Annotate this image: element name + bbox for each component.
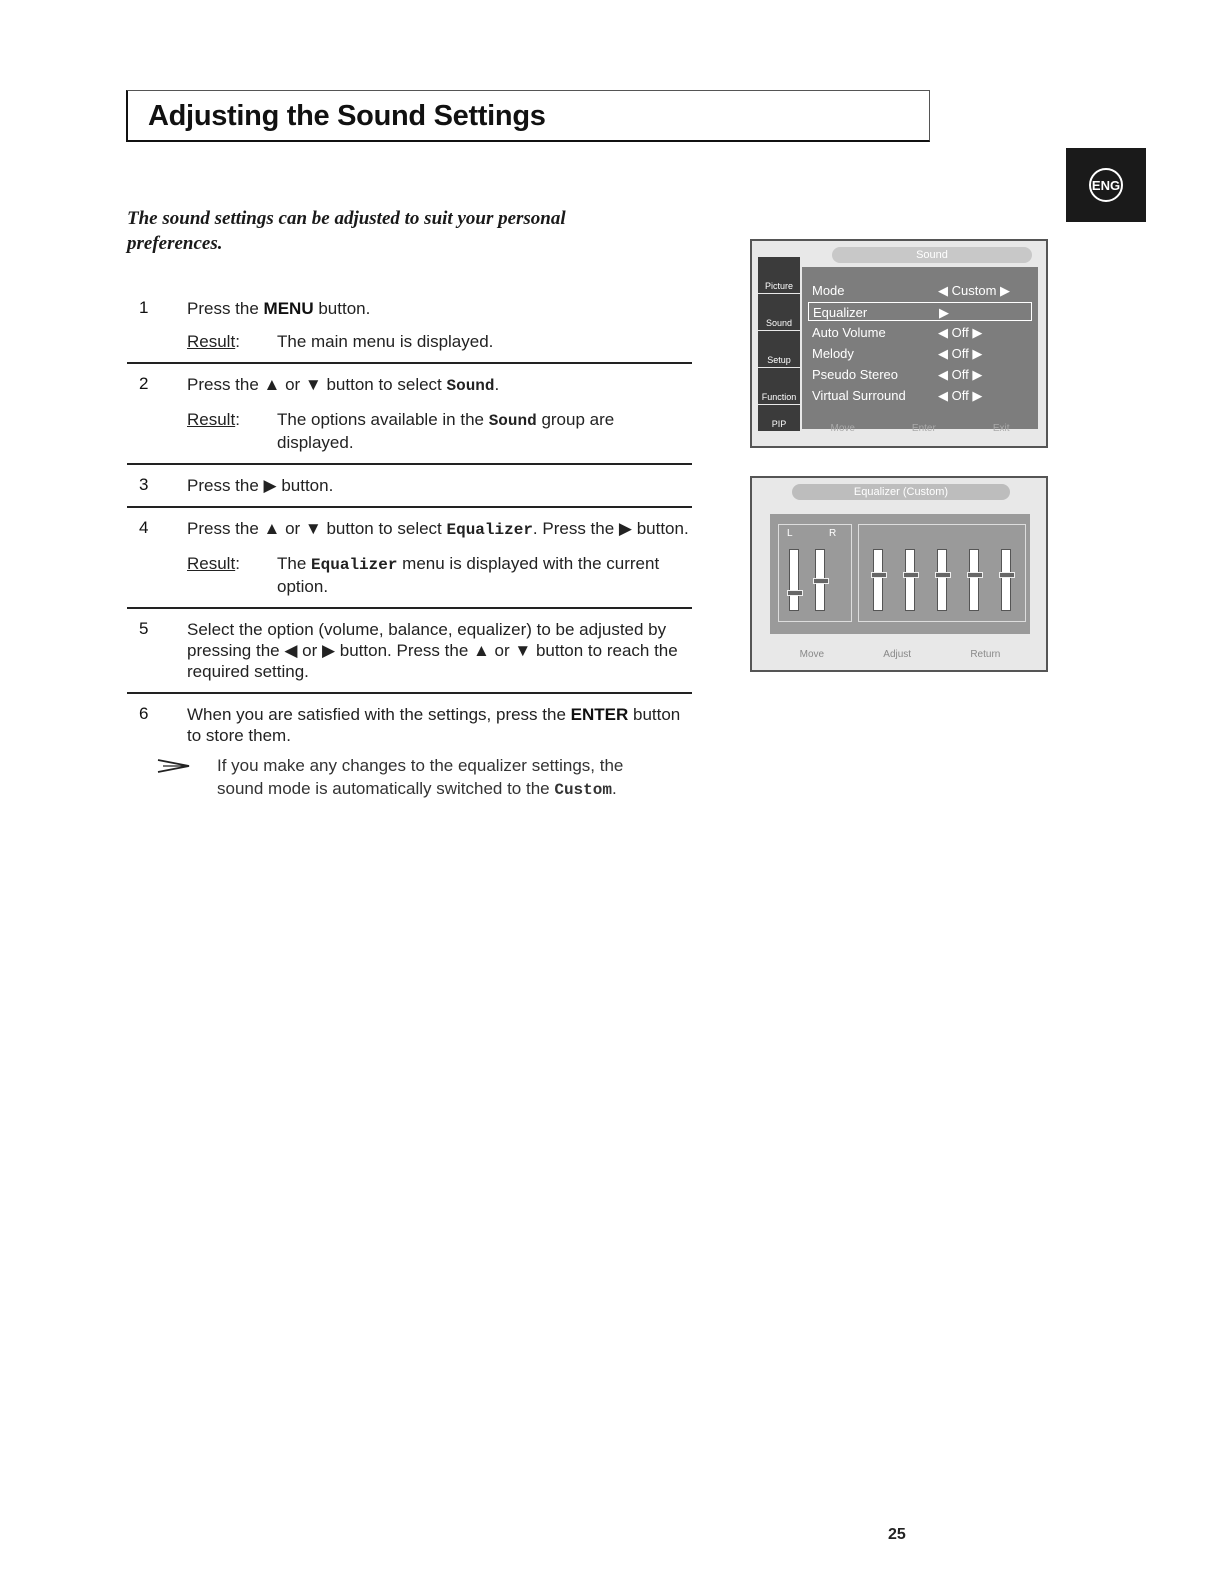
eq-slider-knob	[967, 572, 983, 578]
step-1	[127, 294, 692, 364]
steps-list	[127, 294, 692, 756]
step-result: Result: The main menu is displayed.	[187, 332, 494, 351]
step-6	[127, 694, 692, 756]
osd-panel	[802, 267, 1038, 429]
step-number: 2	[139, 374, 149, 393]
osd-footer-item: Exit	[992, 422, 1010, 434]
eq-label: L	[787, 528, 793, 539]
osd-row: Auto Volume ◀ Off ▶	[812, 325, 983, 340]
osd-side-item: PIP	[758, 405, 800, 431]
osd-row: Melody ◀ Off ▶	[812, 346, 983, 361]
eq-title: Equalizer (Custom)	[792, 484, 1010, 500]
page-number: 25	[888, 1526, 906, 1543]
note-arrow-icon	[157, 758, 191, 774]
eq-label: R	[829, 528, 837, 539]
eq-footer	[770, 646, 1030, 662]
eq-band-group	[858, 524, 1026, 622]
step-number: 5	[139, 619, 149, 638]
eq-slider	[1001, 549, 1011, 611]
step-4	[127, 508, 692, 609]
osd-side-item: Picture	[758, 257, 800, 293]
step-text: Press the ▲ or ▼ button to select Equalizer. Press the ▶ button.	[187, 519, 689, 539]
osd-row-selected: Equalizer ▶	[808, 302, 1032, 321]
eq-slider-knob	[903, 572, 919, 578]
eq-slider-knob	[813, 578, 829, 584]
language-tab	[1066, 148, 1146, 222]
note-text: If you make any changes to the equalizer settings, the sound mode is automatically switched to the Custom.	[217, 756, 624, 799]
step-text: Press the ▶ button.	[187, 476, 334, 495]
osd-side-item: Setup	[758, 331, 800, 367]
eq-footer-item: Move	[799, 648, 825, 660]
equalizer-screenshot	[750, 476, 1048, 672]
step-result: Result: The options available in the Sound group are displayed.	[187, 410, 615, 452]
eq-panel	[770, 514, 1030, 634]
intro-text: The sound settings can be adjusted to suit your personal preferences.	[127, 208, 566, 254]
step-number: 3	[139, 475, 149, 494]
osd-row: Virtual Surround ◀ Off ▶	[812, 388, 983, 403]
eq-slider	[937, 549, 947, 611]
eq-footer-item: Return	[970, 648, 1001, 660]
osd-row: Mode ◀ Custom ▶	[812, 283, 1011, 298]
osd-footer-item: Move	[830, 422, 855, 434]
language-badge: ENG	[1089, 168, 1123, 202]
osd-title: Sound	[832, 247, 1032, 263]
step-text: When you are satisfied with the settings, press the ENTER button to store them.	[187, 705, 681, 745]
osd-row: Pseudo Stereo ◀ Off ▶	[812, 367, 983, 382]
step-number: 6	[139, 704, 149, 723]
eq-balance-group	[778, 524, 852, 622]
step-2	[127, 364, 692, 465]
eq-slider	[815, 549, 825, 611]
step-result: Result: The Equalizer menu is displayed with the current option.	[187, 554, 660, 596]
page-title: Adjusting the Sound Settings	[148, 100, 546, 132]
eq-slider	[905, 549, 915, 611]
osd-footer-item: Enter	[911, 422, 936, 434]
step-number: 1	[139, 298, 149, 317]
step-text: Select the option (volume, balance, equalizer) to be adjusted by pressing the ◀ or ▶ button. Press the ▲ or ▼ button to reach the required setting.	[187, 620, 678, 681]
step-3	[127, 465, 692, 508]
eq-slider-knob	[787, 590, 803, 596]
eq-slider	[789, 549, 799, 611]
step-number: 4	[139, 518, 149, 537]
eq-slider	[969, 549, 979, 611]
eq-slider-knob	[935, 572, 951, 578]
note	[157, 754, 657, 802]
step-text: Press the MENU button.	[187, 299, 371, 318]
eq-slider-knob	[871, 572, 887, 578]
osd-side-item: Sound	[758, 294, 800, 330]
eq-slider	[873, 549, 883, 611]
osd-sidebar	[758, 257, 800, 432]
osd-side-item: Function	[758, 368, 800, 404]
title-box	[126, 90, 930, 142]
step-text: Press the ▲ or ▼ button to select Sound.	[187, 375, 500, 395]
sound-menu-screenshot	[750, 239, 1048, 448]
osd-footer	[802, 419, 1038, 437]
eq-slider-knob	[999, 572, 1015, 578]
eq-footer-item: Adjust	[883, 648, 912, 660]
step-5	[127, 609, 692, 694]
